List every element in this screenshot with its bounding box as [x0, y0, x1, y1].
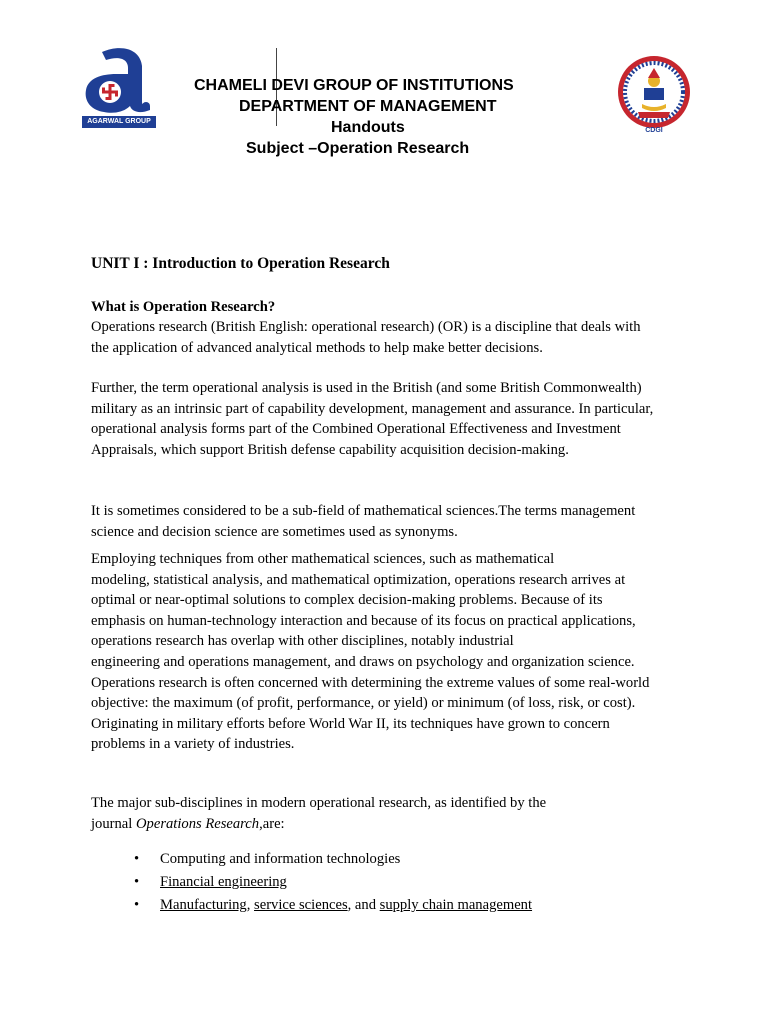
handouts-label: Handouts — [331, 119, 405, 136]
paragraph-line: the application of advanced analytical methods to help make better decisions. — [91, 339, 543, 356]
bullet-icon: • — [134, 874, 140, 890]
paragraph-line: operational analysis forms part of the Combined Operational Effectiveness and Investment — [91, 421, 621, 438]
paragraph-line: Originating in military efforts before World War II, its techniques have grown to concern — [91, 715, 610, 732]
paragraph-line: problems in a variety of industries. — [91, 736, 295, 753]
list-item-text: Computing and information technologies — [160, 851, 401, 867]
list-item-text — [160, 895, 532, 915]
bullet-icon: • — [134, 897, 140, 913]
paragraph-line: engineering and operations management, and draws on psychology and organization science. — [91, 653, 635, 670]
paragraph-line: modeling, statistical analysis, and mathematical optimization, operations research arrives at — [91, 571, 626, 588]
section-heading: What is Operation Research? — [91, 299, 276, 315]
paragraph-3 — [91, 501, 635, 542]
service-sciences-link[interactable]: service sciences — [254, 897, 348, 913]
supply-chain-management-link[interactable]: supply chain management — [379, 897, 533, 913]
paragraph-line: Further, the term operational analysis is used in the British (and some British Commonwealth) — [91, 380, 642, 396]
paragraph-2 — [91, 378, 653, 460]
paragraph-line: emphasis on human-technology interaction and because of its focus on practical applications, — [91, 612, 636, 629]
bullet-icon: • — [134, 851, 140, 867]
subject-label: Subject –Operation Research — [246, 140, 470, 157]
separator-text: , — [246, 897, 255, 913]
department-name: DEPARTMENT OF MANAGEMENT — [239, 98, 497, 115]
paragraph-line: operations research has overlap with other disciplines, notably industrial — [91, 633, 514, 650]
institution-name: CHAMELI DEVI GROUP OF INSTITUTIONS — [194, 77, 514, 94]
journal-suffix: ,are: — [259, 815, 285, 832]
paragraph-5 — [91, 793, 546, 834]
unit-title: UNIT I : Introduction to Operation Research — [91, 255, 390, 272]
cdgi-seal-logo — [614, 54, 694, 138]
agarwal-group-logo — [80, 44, 158, 130]
journal-name: Operations Research — [136, 815, 260, 832]
financial-engineering-link[interactable]: Financial engineering — [160, 874, 287, 890]
paragraph-line: military as an intrinsic part of capability development, management and assurance. In particular, — [91, 400, 654, 417]
separator-text: , and — [347, 897, 380, 913]
agarwal-group-logo-text: AGARWAL GROUP — [87, 118, 151, 125]
paragraph-line: Appraisals, which support British defense capability acquisition decision-making. — [91, 441, 569, 458]
paragraph-line: It is sometimes considered to be a sub-field of mathematical sciences.The terms management — [91, 503, 636, 519]
paragraph-line: science and decision science are sometimes used as synonyms. — [91, 523, 458, 540]
paragraph-4 — [91, 549, 649, 755]
cdgi-seal-logo-text: CDGI — [645, 127, 663, 134]
paragraph-line: optimal or near-optimal solutions to complex decision-making problems. Because of its — [91, 592, 603, 609]
paragraph-line: Employing techniques from other mathematical sciences, such as mathematical — [91, 551, 555, 567]
paragraph-line: Operations research is often concerned with determining the extreme values of some real-world — [91, 674, 650, 691]
paragraph-line: objective: the maximum (of profit, performance, or yield) or minimum (of loss, risk, or cost). — [91, 695, 636, 712]
paragraph-line — [91, 814, 546, 835]
journal-prefix: journal — [91, 815, 136, 832]
paragraph-line: The major sub-disciplines in modern operational research, as identified by the — [91, 795, 547, 811]
paragraph-1 — [91, 317, 641, 358]
paragraph-line: Operations research (British English: operational research) (OR) is a discipline that deals with — [91, 319, 641, 335]
manufacturing-link[interactable]: Manufacturing — [160, 897, 247, 913]
